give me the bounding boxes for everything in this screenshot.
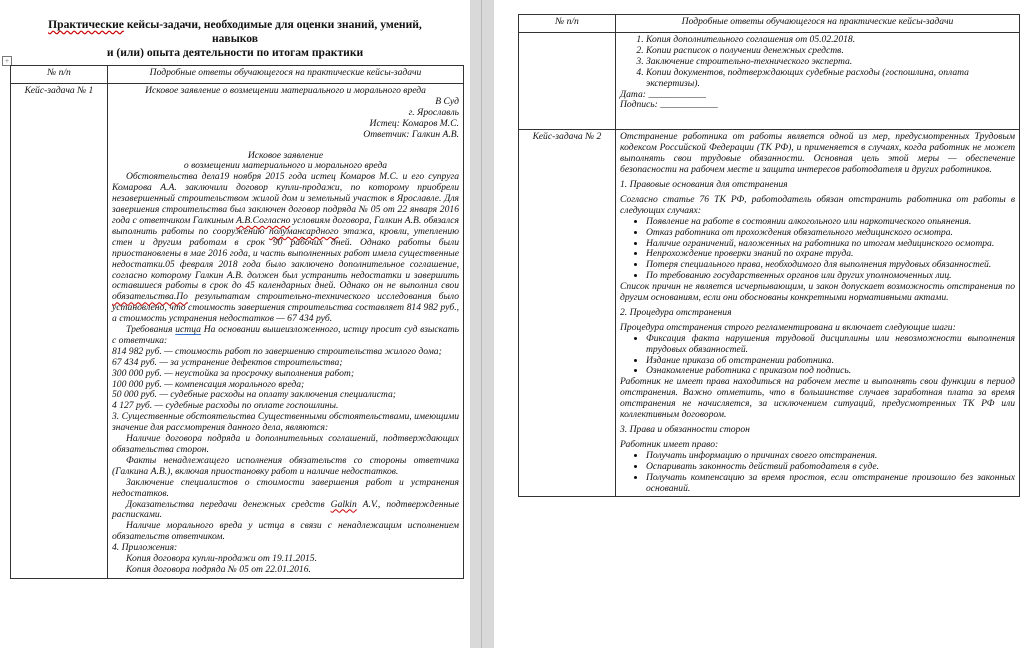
- item-4: 4. Приложения:: [112, 542, 178, 554]
- pay-note: Работник не имеет права находиться на рабочем месте и выполнять свои функции в период отстранения. Важно отметить, что в большинстве случаев заработная плата за время отстранения не начисляется, за исключением ситуаций, предусмотренных ТК РФ или коллективным договором.: [620, 376, 1015, 421]
- moral-harm-item: Наличие морального вреда у истца в связи с ненадлежащим исполнением обязательств ответчиком.: [112, 520, 459, 543]
- title-line2: и (или) опыта деятельности по итогам практики: [106, 46, 364, 59]
- claim-subtitle: о возмещении материального и морального вреда: [183, 160, 388, 172]
- removal-reasons-list: [620, 217, 1015, 282]
- requirements-paragraph: Требования истца На основании вышеизложенного, истцу просит суд взыскать с ответчика:: [112, 324, 459, 346]
- table-move-handle-icon[interactable]: +: [2, 56, 12, 66]
- procedure-steps-list: [620, 334, 1015, 378]
- reason-item: • По требованию государственных органов или других уполномоченных лиц.: [646, 271, 1015, 282]
- reasons-note: Список причин не является исчерпывающим, и закон допускает возможность отстранения по другим основаниям, если они обоснованы конкретными нормативными актами.: [620, 281, 1015, 304]
- reason-item: • Наличие ограничений, наложенных на работника по итогам медицинского осмотра.: [646, 239, 1015, 250]
- addr-defendant: Ответчик: Галкин А.В.: [363, 128, 459, 140]
- col-number-header: № п/п: [11, 66, 108, 84]
- circumstance-item: Заключение специалистов о стоимости завершения работ и устранения недостатков.: [112, 476, 459, 499]
- case-2-intro: Отстранение работника от работы является одной из мер, предусмотренных Трудовым кодексом Российской Федерации (ТК РФ), и применяется в случаях, когда работник не может выполнять свои трудовые обязанности. Основная цель этой меры — обеспечение безопасности на рабочем месте и защита интересов работодателя и других работников.: [620, 131, 1015, 176]
- right-item: • Оспаривать законность действий работодателя в суде.: [646, 462, 1015, 473]
- addr-court: В Суд: [435, 95, 459, 107]
- rights-intro: Работник имеет право:: [620, 438, 719, 450]
- circumstance-item: Наличие договора подряда и дополнительных соглашений, подтверждающих обязательства сторон.: [112, 433, 459, 455]
- appendix-list-continued: [620, 35, 1015, 90]
- answers-table-left: [10, 65, 464, 579]
- step-item: • Издание приказа об отстранении работника.: [646, 356, 1015, 367]
- case-2-answer-cell[interactable]: [616, 130, 1020, 497]
- document-page-left: [0, 0, 470, 648]
- case-1-answer-cell[interactable]: [108, 84, 464, 579]
- right-item: • Получать информацию о причинах своего отстранения.: [646, 451, 1015, 462]
- document-page-right: [494, 0, 1024, 648]
- circumstance-item: Факты ненадлежащего исполнения обязательств со стороны ответчика (Галкина А.В.), включая приостановку работ и наличие недостатков.: [112, 454, 459, 477]
- answers-table-right: [518, 14, 1020, 497]
- case-2-label: Кейс-задача № 2: [519, 130, 616, 497]
- page-separator: [470, 0, 494, 648]
- addr-city: г. Ярославль: [408, 106, 459, 118]
- step-item: • Фиксация факта нарушения трудовой дисциплины или невозможности выполнения трудовых обязанностей.: [646, 334, 1015, 356]
- evidence-item: Доказательства передачи денежных средств Galkin A.V., подтвержденные расписками.: [112, 498, 459, 521]
- appendix-item: Копия договора купли-продажи от 19.11.2015.: [126, 553, 318, 565]
- amount-item: 50 000 руб. — судебные расходы на оплату заключения специалиста;: [112, 389, 396, 401]
- amount-item: 814 982 руб. — стоимость работ по завершению строительства жилого дома;: [112, 345, 442, 357]
- claim-heading: Исковое заявление о возмещении материального и морального вреда: [145, 85, 426, 96]
- section-heading-1: 1. Правовые основания для отстранения: [620, 178, 788, 190]
- case-1-label: Кейс-задача № 1: [11, 84, 108, 579]
- article-76-paragraph: Согласно статье 76 ТК РФ, работодатель обязан отстранить работника от работы в следующих случаях:: [620, 193, 1015, 216]
- title-line1-rest: кейсы-задачи, необходимые для оценки знаний, умений, навыков: [123, 18, 422, 45]
- date-line: Дата: ____________: [620, 88, 706, 100]
- rights-list: [620, 451, 1015, 495]
- amount-item: 300 000 руб. — неустойка за просрочку выполнения работ;: [112, 367, 355, 379]
- title-spellcheck-word: Практические: [48, 18, 124, 31]
- appendix-item: Копия договора подряда № 05 от 22.01.2016.: [126, 563, 311, 575]
- right-item: • Получать компенсацию за время простоя, если отстранение произошло без законных оснований.: [646, 473, 1015, 495]
- procedure-intro: Процедура отстранения строго регламентирована и включает следующие шаги:: [620, 321, 956, 333]
- col-answers-header: Подробные ответы обучающегося на практические кейсы-задачи: [108, 66, 464, 84]
- signature-line: Подпись: ____________: [620, 99, 718, 111]
- appendix-item: 4. Копии документов, подтверждающих судебные расходы (госпошлина, оплата экспертизы).: [646, 68, 1015, 90]
- document-title: [40, 18, 430, 60]
- reason-item: • Потеря специального права, необходимого для выполнения трудовых обязанностей.: [646, 260, 1015, 271]
- reason-item: • Отказ работника от прохождения обязательного медицинского осмотра.: [646, 228, 1015, 239]
- addr-plaintiff: Истец: Комаров М.С.: [369, 117, 459, 129]
- circumstances-paragraph: Обстоятельства дела19 ноября 2015 года истец Комаров М.С. и его супруга Комарова А.А. заключили договор купли-продажи, по которому приобрели незавершенный строительством жилой дом и земельный участок в Ярославле. Для завершения строительства был заключен договор подряда № 05 от 22 января 2016 года с ответчиком Галкиным А.В.Согласно условиям договора, Галкин А.В. обязался выполнить работы по сооружению полумансардного этажа, кровли, утеплению стен и другим работам в срок 90 рабочих дней. Однако работы были приостановлены в мае 2016 года, и часть выполненных работ имела существенные недостатки.05 февраля 2018 года было заключено дополнительное соглашение, согласно которому Галкин А.В. должен был устранить недостатки и завершить оставшиеся работы в срок до 45 календарных дней. Однако он не выполнил свои обязательства.По результатам строительно-технического исследования было установлено, что стоимость завершения строительства составляет 814 982 руб., а стоимость устранения недостатков — 67 434 руб.: [112, 171, 459, 325]
- section-heading-3: 3. Права и обязанности сторон: [620, 424, 750, 435]
- appendix-item: 2. Копии расписок о получении денежных средств.: [646, 46, 1015, 57]
- reason-item: • Появление на работе в состоянии алкогольного или наркотического опьянения.: [646, 217, 1015, 228]
- item-3: 3. Существенные обстоятельства Существенными обстоятельствами, имеющими значение для рассмотрения данного дела, являются:: [112, 411, 459, 434]
- reason-item: • Непрохождение проверки знаний по охране труда.: [646, 249, 1015, 260]
- claim-title: Исковое заявление: [247, 149, 324, 161]
- amount-item: 100 000 руб. — компенсация морального вреда;: [112, 378, 305, 390]
- empty-number-cell: [519, 33, 616, 130]
- col-number-header: № п/п: [519, 15, 616, 33]
- amount-item: 4 127 руб. — судебные расходы по оплате госпошлины.: [112, 400, 339, 412]
- col-answers-header: Подробные ответы обучающегося на практические кейсы-задачи: [616, 15, 1020, 33]
- appendix-item: 3. Заключение строительно-технического эксперта.: [646, 57, 1015, 68]
- amount-item: 67 434 руб. — за устранение дефектов строительства;: [112, 356, 343, 368]
- step-item: • Ознакомление работника с приказом под подпись.: [646, 366, 1015, 377]
- appendix-item: 1. Копия дополнительного соглашения от 05.02.2018.: [646, 35, 1015, 46]
- section-heading-2: 2. Процедура отстранения: [620, 306, 732, 318]
- case-1-continuation-cell[interactable]: [616, 33, 1020, 130]
